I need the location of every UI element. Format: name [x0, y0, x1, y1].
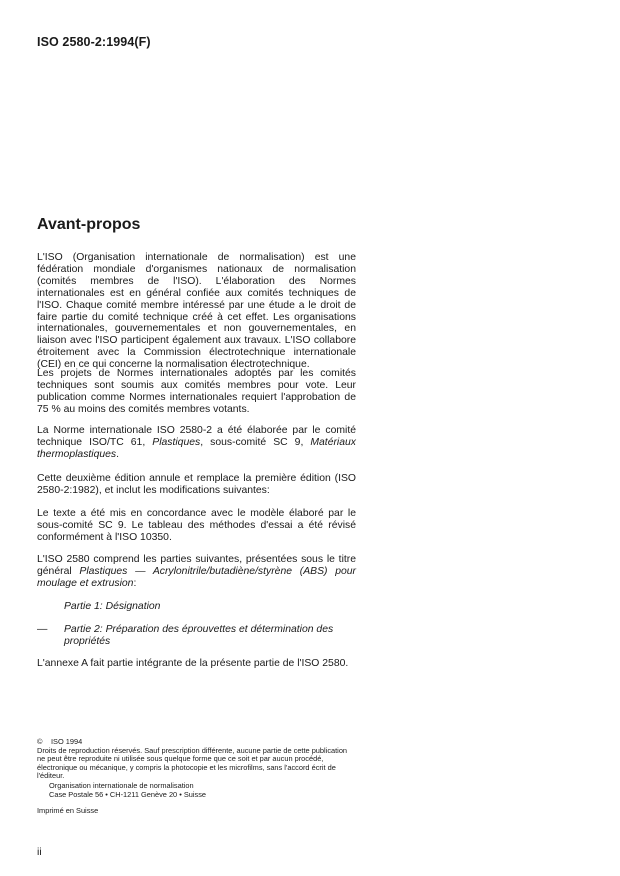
- publisher-address: Case Postale 56 • CH-1211 Genève 20 • Suisse: [49, 790, 207, 799]
- page-number: ii: [37, 846, 42, 858]
- period-text: .: [116, 448, 120, 460]
- paragraph-iso-organisation: L'ISO (Organisation internationale de normalisation) est une fédération mondiale d'organismes nationaux de normalisation (comités membres de l'ISO). L'élaboration des Normes internationales est en général confiée aux comités techniques de l'ISO. Chaque comité membre intéressé par une étude a le droit de faire partie du comité technique créé à cet effet. Les organisations internationales, gouvernementales et non gouvernementales, en liaison avec l'ISO participent également aux travaux. L'ISO collabore étroitement avec la Commission électrotechnique internationale (CEI) en ce qui concerne la normalisation électrotechnique.: [37, 252, 356, 371]
- copyright-line: ISO 1994: [51, 737, 83, 746]
- subcommittee-text: , sous-comité SC 9,: [200, 436, 311, 448]
- section-title: Avant-propos: [37, 216, 141, 233]
- paragraph-prepared-by: [37, 425, 356, 461]
- paragraph-edition: Cette deuxième édition annule et remplace la première édition (ISO 2580-2:1982), et inclut les modifications suivantes:: [37, 473, 356, 496]
- plastics-term: Plastiques: [152, 436, 201, 448]
- publisher-org: Organisation internationale de normalisation: [49, 781, 194, 790]
- part-1-item: Partie 1: Désignation: [64, 601, 161, 612]
- printed-in: Imprimé en Suisse: [37, 806, 99, 815]
- general-title: Plastiques — Acrylonitrile/butadiène/styrène (ABS) pour moulage et extrusion: [37, 565, 356, 589]
- part-2-dash: —: [37, 624, 48, 635]
- copyright-symbol: ©: [37, 737, 43, 746]
- part-2-item: Partie 2: Préparation des éprouvettes et détermination des propriétés: [64, 624, 334, 647]
- copyright-block: [37, 738, 357, 781]
- prepared-by-text: La Norme internationale ISO 2580-2 a été élaborée par le comité technique ISO/TC 61,: [37, 425, 356, 448]
- paragraph-parts-intro: [37, 554, 356, 590]
- copyright-rights: Droits de reproduction réservés. Sauf prescription différente, aucune partie de cette publication ne peut être reproduite ni utilisée sous quelque forme que ce soit et par aucun procédé, électronique ou mécanique, y compris la photocopie et les microfilms, sans l'accord écrit de l'éditeur.: [37, 745, 348, 781]
- parts-intro-colon: :: [133, 577, 137, 589]
- parts-intro-text: L'ISO 2580 comprend les parties suivantes, présentées sous le titre général: [37, 554, 356, 577]
- document-identifier: ISO 2580-2:1994(F): [37, 35, 151, 49]
- thermoplastics-term: Matériaux thermoplastiques: [37, 436, 356, 460]
- paragraph-modifications: Le texte a été mis en concordance avec le modèle élaboré par le sous-comité SC 9. Le tableau des méthodes d'essai a été révisé conformément à l'ISO 10350.: [37, 508, 356, 543]
- paragraph-annex: L'annexe A fait partie intégrante de la présente partie de l'ISO 2580.: [37, 658, 349, 669]
- paragraph-draft-voting: Les projets de Normes internationales adoptés par les comités techniques sont soumis aux comités membres pour vote. Leur publication comme Normes internationales requiert l'approbation de 75 % au moins des comités membres votants.: [37, 368, 356, 415]
